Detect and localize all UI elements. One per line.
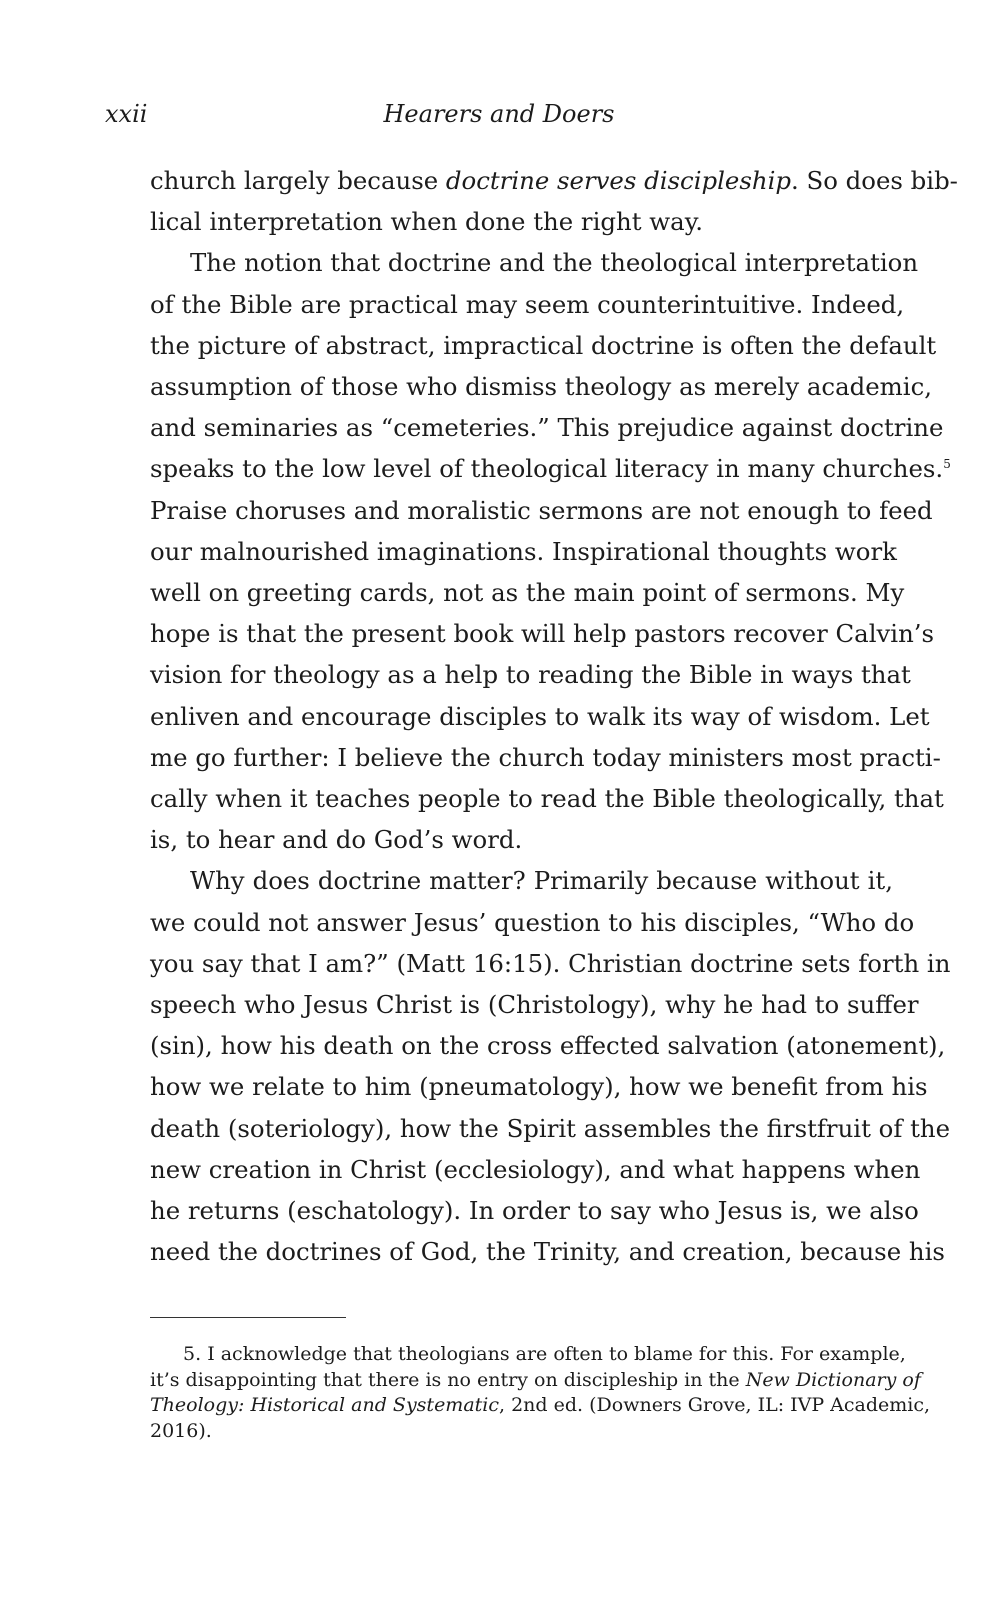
text-line: how we relate to him (pneumatology), how we benefit from his bbox=[150, 1072, 928, 1102]
footnote bbox=[150, 1342, 931, 1444]
text-line: well on greeting cards, not as the main point of sermons. My bbox=[150, 578, 905, 608]
text-line: the picture of abstract, impractical doctrine is often the default bbox=[150, 330, 937, 360]
text-line: lical interpretation when done the right way. bbox=[150, 207, 703, 237]
text-line: you say that I am?” (Matt 16:15). Christian doctrine sets forth in bbox=[150, 948, 951, 978]
running-head bbox=[105, 96, 893, 132]
text-line: speaks to the low level of theological literacy in many churches.$^5$ bbox=[150, 454, 951, 484]
text-line: cally when it teaches people to read the Bible theologically, that bbox=[150, 784, 944, 814]
footnote-number: 5. bbox=[183, 1343, 202, 1365]
footnote-line: 5. I acknowledge that theologians are often to blame for this. For example, bbox=[183, 1343, 906, 1365]
text-line: he returns (eschatology). In order to say who Jesus is, we also bbox=[150, 1196, 919, 1226]
text-line: of the Bible are practical may seem counterintuitive. Indeed, bbox=[150, 289, 905, 319]
book-title: Theology: Historical and Systematic bbox=[150, 1394, 500, 1416]
text-line: we could not answer Jesus’ question to his disciples, “Who do bbox=[150, 907, 915, 937]
text-line: assumption of those who dismiss theology as merely academic, bbox=[150, 372, 933, 402]
text-line: new creation in Christ (ecclesiology), and what happens when bbox=[150, 1154, 921, 1184]
emphasis: doctrine serves discipleship bbox=[445, 166, 791, 195]
text-line: vision for theology as a help to reading the Bible in ways that bbox=[150, 660, 911, 690]
page-number: xxii bbox=[105, 100, 148, 128]
footnote-line: 2016). bbox=[150, 1419, 212, 1442]
text-line: enliven and encourage disciples to walk its way of wisdom. Let bbox=[150, 701, 930, 731]
text-line: need the doctrines of God, the Trinity, and creation, because his bbox=[150, 1237, 945, 1267]
paragraph-start: The notion that doctrine and the theological interpretation bbox=[190, 248, 919, 278]
footnote-line: it’s disappointing that there is no entry on discipleship in the New Dictionary of bbox=[150, 1368, 921, 1391]
text-line: church largely because doctrine serves discipleship. So does bib- bbox=[150, 166, 958, 195]
paragraph-start: Why does doctrine matter? Primarily because without it, bbox=[190, 866, 893, 896]
text-line: hope is that the present book will help pastors recover Calvin’s bbox=[150, 619, 935, 649]
text-line: (sin), how his death on the cross effected salvation (atonement), bbox=[150, 1031, 946, 1061]
text-line: is, to hear and do God’s word. bbox=[150, 825, 523, 855]
running-title: Hearers and Doers bbox=[383, 100, 615, 128]
text-line: our malnourished imaginations. Inspirational thoughts work bbox=[150, 536, 897, 566]
text-line: and seminaries as “cemeteries.” This prejudice against doctrine bbox=[150, 413, 944, 443]
text-line: speech who Jesus Christ is (Christology), why he had to suffer bbox=[150, 990, 919, 1020]
text-line: Praise choruses and moralistic sermons are not enough to feed bbox=[150, 495, 933, 525]
text-line: death (soteriology), how the Spirit assembles the firstfruit of the bbox=[150, 1113, 951, 1143]
footnote-divider bbox=[150, 1317, 346, 1318]
body-text bbox=[150, 160, 958, 1272]
footnote-reference[interactable]: 5 bbox=[943, 457, 951, 472]
footnote-line: Theology: Historical and Systematic, 2nd ed. (Downers Grove, IL: IVP Academic, bbox=[150, 1394, 931, 1416]
book-title: New Dictionary of bbox=[745, 1368, 921, 1391]
text-line: me go further: I believe the church today ministers most practi- bbox=[150, 742, 941, 772]
